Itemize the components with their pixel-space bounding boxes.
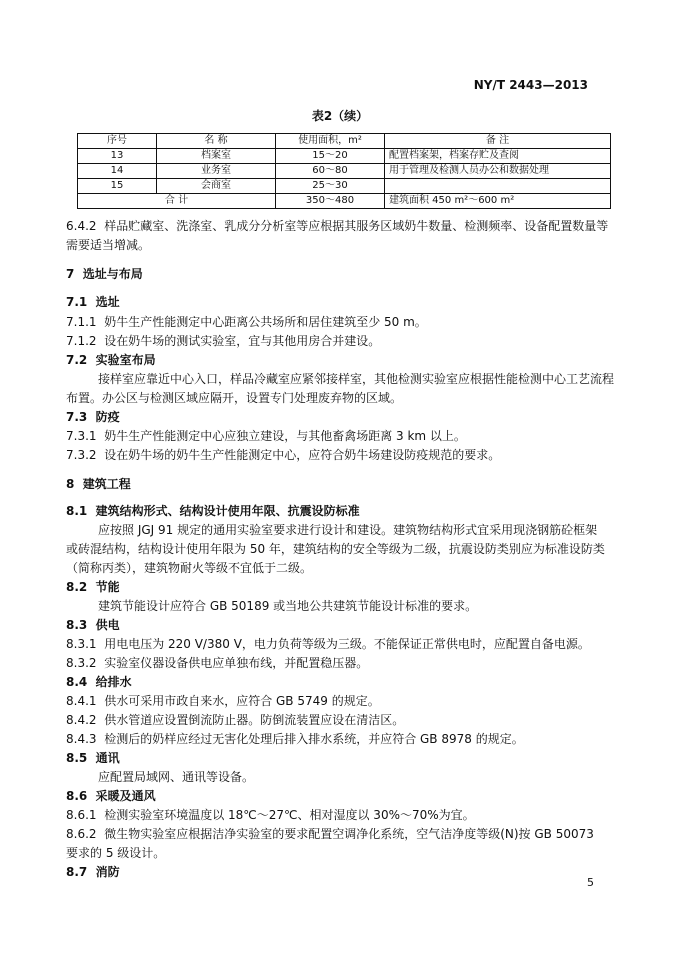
clause-text: 样品贮藏室、洗涤室、乳成分分析室等应根据其服务区域奶牛数量、检测频率、设备配置数量等 <box>104 219 609 233</box>
clause-text: 实验室仪器设备供电应单独布线，并配置稳压器。 <box>104 656 369 670</box>
clause-number: 7.2 <box>66 353 88 367</box>
clause-text: 微生物实验室应根据洁净实验室的要求配置空调净化系统，空气洁净度等级(N)按 GB 50073 <box>104 827 594 841</box>
body-line <box>66 843 165 863</box>
clause-text: 防疫 <box>95 410 120 424</box>
body-line <box>98 369 614 389</box>
body-line <box>66 331 380 351</box>
body-line <box>66 653 368 673</box>
clause-number: 8.4 <box>66 675 88 689</box>
body-line <box>66 824 594 844</box>
clause-text: 设在奶牛场的测试实验室，宜与其他用房合并建设。 <box>104 334 381 348</box>
subsection-heading <box>66 501 360 521</box>
body-line <box>66 710 404 730</box>
table-row <box>78 164 611 179</box>
clause-number: 8.2 <box>66 580 88 594</box>
col-header-remarks: 备 注 <box>385 134 611 149</box>
clause-text: 建筑结构形式、结构设计使用年限、抗震设防标准 <box>95 504 360 518</box>
cell-number: 14 <box>78 164 157 179</box>
clause-text: 消防 <box>95 865 120 879</box>
clause-number: 8.3 <box>66 618 88 632</box>
clause-number: 8.5 <box>66 751 88 765</box>
clause-text: 供水管道应设置倒流防止器。防倒流装置应设在清洁区。 <box>104 713 405 727</box>
clause-text: 选址与布局 <box>82 267 143 281</box>
clause-text: 用电电压为 220 V/380 V，电力负荷等级为三级。不能保证正常供电时，应配置自备电源。 <box>104 637 590 651</box>
body-line <box>98 520 597 540</box>
cell-area: 25～30 <box>276 179 385 194</box>
clause-number: 8.1 <box>66 504 88 518</box>
cell-area: 15～20 <box>276 149 385 164</box>
clause-text: 通讯 <box>95 751 120 765</box>
subsection-heading <box>66 292 120 312</box>
body-line <box>66 805 475 825</box>
clause-number: 8.6 <box>66 789 88 803</box>
clause-number: 8.6.2 <box>66 827 97 841</box>
clause-text: 或砖混结构，结构设计使用年限为 50 年，建筑结构的安全等级为二级，抗震设防类别应为标准设防类 <box>66 542 605 556</box>
document-id: NY/T 2443—2013 <box>473 78 588 92</box>
clause-text: 需要适当增减。 <box>66 238 151 252</box>
cell-number: 15 <box>78 179 157 194</box>
subsection-heading <box>66 748 120 768</box>
table-total-row <box>78 194 611 209</box>
col-header-name: 名 称 <box>157 134 276 149</box>
subsection-heading <box>66 615 120 635</box>
clause-text: 给排水 <box>95 675 132 689</box>
clause-text: 奶牛生产性能测定中心应独立建设，与其他畜禽场距离 3 km 以上。 <box>104 429 466 443</box>
cell-remarks: 配置档案架，档案存贮及查阅 <box>385 149 611 164</box>
clause-number: 8.4.1 <box>66 694 97 708</box>
page-number: 5 <box>587 876 594 889</box>
table-caption: 表2（续） <box>311 109 369 123</box>
clause-text: 应按照 JGJ 91 规定的通用实验室要求进行设计和建设。建筑物结构形式宜采用现浇钢筋砼框架 <box>98 523 598 537</box>
clause-number: 7 <box>66 267 75 281</box>
subsection-heading <box>66 672 132 692</box>
clause-number: 8 <box>66 477 75 491</box>
body-line <box>66 691 380 711</box>
clause-number: 8.6.1 <box>66 808 97 822</box>
col-header-area: 使用面积，m² <box>276 134 385 149</box>
clause-text: 布置。办公区与检测区域应隔开，设置专门处理废弃物的区域。 <box>66 391 403 405</box>
clause-number: 7.1 <box>66 295 88 309</box>
subsection-heading <box>66 350 156 370</box>
cell-name: 档案室 <box>157 149 276 164</box>
total-area: 350～480 <box>276 194 385 209</box>
cell-name: 业务室 <box>157 164 276 179</box>
clause-text: 供水可采用市政自来水，应符合 GB 5749 的规定。 <box>104 694 380 708</box>
subsection-heading <box>66 407 120 427</box>
cell-number: 13 <box>78 149 157 164</box>
cell-remarks: 用于管理及检测人员办公和数据处理 <box>385 164 611 179</box>
body-line <box>66 634 590 654</box>
subsection-heading <box>66 786 156 806</box>
section-heading <box>66 264 143 284</box>
clause-number: 7.1.1 <box>66 315 97 329</box>
clause-text: 建筑工程 <box>82 477 131 491</box>
clause-text: 采暖及通风 <box>95 789 156 803</box>
clause-number: 7.3.2 <box>66 448 97 462</box>
clause-text: 要求的 5 级设计。 <box>66 846 166 860</box>
clause-text: 应配置局域网、通讯等设备。 <box>98 770 255 784</box>
cell-name: 会商室 <box>157 179 276 194</box>
table-header-row <box>78 134 611 149</box>
body-line <box>66 539 605 559</box>
body-line <box>66 729 524 749</box>
cell-area: 60～80 <box>276 164 385 179</box>
clause-number: 8.3.2 <box>66 656 97 670</box>
clause-number: 8.4.3 <box>66 732 97 746</box>
total-note: 建筑面积 450 m²～600 m² <box>385 194 611 209</box>
clause-number: 8.3.1 <box>66 637 97 651</box>
table-row <box>78 149 611 164</box>
body-line <box>66 388 402 408</box>
subsection-heading <box>66 862 120 882</box>
clause-number: 8.7 <box>66 865 88 879</box>
clause-text: 节能 <box>95 580 120 594</box>
clause-number: 8.4.2 <box>66 713 97 727</box>
col-header-number: 序号 <box>78 134 157 149</box>
cell-remarks <box>385 179 611 194</box>
clause-text: 建筑节能设计应符合 GB 50189 或当地公共建筑节能设计标准的要求。 <box>98 599 478 613</box>
clause-text: 奶牛生产性能测定中心距离公共场所和居住建筑至少 50 m。 <box>104 315 427 329</box>
total-label: 合 计 <box>78 194 276 209</box>
table-row <box>78 179 611 194</box>
body-line <box>66 312 427 332</box>
clause-text: 供电 <box>95 618 120 632</box>
facility-area-table <box>77 133 611 209</box>
body-line <box>66 235 150 255</box>
body-line <box>66 216 608 236</box>
clause-number: 7.1.2 <box>66 334 97 348</box>
clause-text: 接样室应靠近中心入口，样品冷藏室应紧邻接样室，其他检测实验室应根据性能检测中心工艺流程 <box>98 372 615 386</box>
clause-number: 6.4.2 <box>66 219 97 233</box>
subsection-heading <box>66 577 120 597</box>
clause-text: （简称丙类），建筑物耐火等级不宜低于二级。 <box>66 561 313 575</box>
clause-number: 7.3 <box>66 410 88 424</box>
clause-text: 检测后的奶样应经过无害化处理后排入排水系统，并应符合 GB 8978 的规定。 <box>104 732 524 746</box>
section-heading <box>66 474 131 494</box>
body-line <box>66 445 500 465</box>
clause-text: 实验室布局 <box>95 353 156 367</box>
body-line <box>98 596 477 616</box>
clause-text: 选址 <box>95 295 120 309</box>
body-line <box>98 767 254 787</box>
clause-text: 设在奶牛场的奶牛生产性能测定中心，应符合奶牛场建设防疫规范的要求。 <box>104 448 501 462</box>
body-line <box>66 558 312 578</box>
clause-text: 检测实验室环境温度以 18℃～27℃、相对湿度以 30%～70%为宜。 <box>104 808 475 822</box>
clause-number: 7.3.1 <box>66 429 97 443</box>
body-line <box>66 426 466 446</box>
